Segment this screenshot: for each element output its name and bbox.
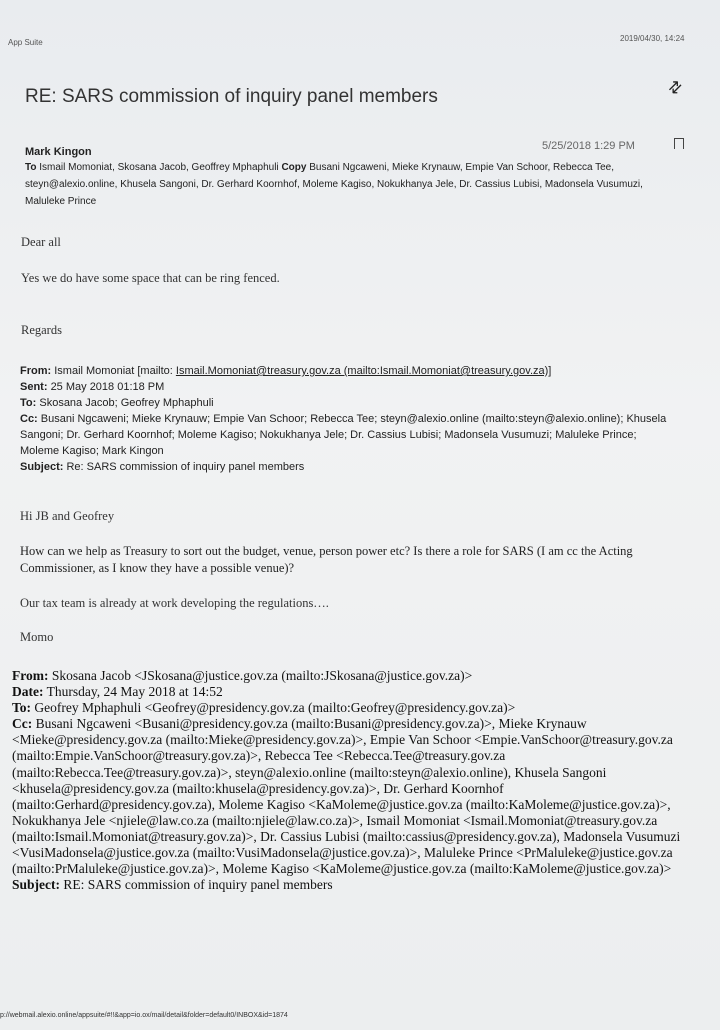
greeting: Dear all xyxy=(21,235,61,249)
bookmark-icon[interactable] xyxy=(674,138,684,149)
copy-list[interactable]: Busani Ngcaweni, Mieke Krynauw, Empie Van Schoor, Rebecca Tee, steyn@alexio.online, Khusela Sangoni, Dr. Gerhard Koornhof, Moleme Kagiso, Nokukhanya Jele, Dr. Cassius Lubisi, Madonsela Vusumuzi, Maluleke Prince xyxy=(25,162,643,207)
quote1-signoff: Momo xyxy=(20,630,54,644)
quote1-to: Skosana Jacob; Geofrey Mphaphuli xyxy=(39,397,214,409)
expand-icon[interactable]: ⇅ xyxy=(663,77,686,100)
quote2-date: Thursday, 24 May 2018 at 14:52 xyxy=(46,684,223,700)
quote2-subject: RE: SARS commission of inquiry panel members xyxy=(63,877,333,893)
print-timestamp: 2019/04/30, 14:24 xyxy=(620,34,685,43)
to-list[interactable]: Ismail Momoniat, Skosana Jacob, Geoffrey Mphaphuli xyxy=(39,162,282,173)
quote1-subject: Re: SARS commission of inquiry panel members xyxy=(66,461,305,473)
sender-name[interactable]: Mark Kingon xyxy=(25,146,92,158)
to-label: To xyxy=(25,162,37,173)
message-body: Yes we do have some space that can be ring fenced. xyxy=(21,271,280,285)
quote2-from: Skosana Jacob <JSkosana@justice.gov.za (mailto:JSkosana@justice.gov.za)> xyxy=(51,668,473,683)
quote2-cc: Busani Ngcaweni <Busani@presidency.gov.za (mailto:Busani@presidency.gov.za)>, Mieke Krynauw <Mieke@presidency.gov.za (mailto:Mieke@presidency.gov.za)>, Empie Van Schoor <Empie.VanSchoor@treasury.gov.za (mailto:Empie.VanSchoor@treasury.gov.za)>, Rebecca Tee <Rebecca.Tee@treasury.gov.za (mailto:Rebecca.Tee@treasury.gov.za)>, steyn@alexio.online (mailto:steyn@alexio.online), Khusela Sangoni <khusela@presidency.gov.za (mailto:khusela@presidency.gov.za)>, Dr. Gerhard Koornhof (mailto:Gerhard@presidency.gov.za), Moleme Kagiso <KaMoleme@justice.gov.za (mailto:KaMoleme@justice.gov.za)>, Nokukhanya Jele <njiele@law.co.za (mailto:njiele@law.co.za)>, Ismail Momoniat <Ismail.Momoniat@treasury.gov.za (mailto:Ismail.Momoniat@treasury.gov.za)>, Dr. Cassius Lubisi (mailto:cassius@presidency.gov.za), Madonsela Vusumuzi <VusiMadonsela@justice.gov.za (mailto:VusiMadonsela@justice.gov.za)>, Maluleke Prince <PrMaluleke@justice.gov.za (mailto:PrMaluleke@justice.gov.za)>, Moleme Kagiso <KaMoleme@justice.gov.za (mailto:KaMoleme@justice.gov.za)> xyxy=(12,716,681,877)
copy-label: Copy xyxy=(281,162,307,173)
email-subject: RE: SARS commission of inquiry panel members xyxy=(25,86,438,107)
quote1-sent: 25 May 2018 01:18 PM xyxy=(50,381,165,393)
page-url: p://webmail.alexio.online/appsuite/#!!&app=io.ox/mail/detail&folder=default0/INBOX&id=1874 xyxy=(0,1012,288,1019)
quote2-to: Geofrey Mphaphuli <Geofrey@presidency.gov.za (mailto:Geofrey@presidency.gov.za)> xyxy=(34,700,516,716)
quote1-cc: Busani Ngcaweni; Mieke Krynauw; Empie Van Schoor; Rebecca Tee; steyn@alexio.online (mailto:steyn@alexio.online); Khusela Sangoni; Dr. Gerhard Koornhof; Moleme Kagiso; Nokukhanya Jele; Dr. Cassius Lubisi; Madonsela Vusumuzi; Maluleke Prince; Moleme Kagiso; Mark Kingon xyxy=(20,413,667,457)
email-date: 5/25/2018 1:29 PM xyxy=(542,140,635,152)
app-suite-label: App Suite xyxy=(8,38,43,47)
quote2-header: From: Skosana Jacob <JSkosana@justice.gov.za (mailto:JSkosana@justice.gov.za)> Date: Thursday, 24 May 2018 at 14:52 To: Geofrey Mphaphuli <Geofrey@presidency.gov.za (mailto:Geofrey@presidency.gov.za)> Cc: Busani Ngcaweni <Busani@presidency.gov.za (mailto:Busani@presidency.gov.za)>, Mieke Krynauw <Mieke@presidency.gov.za (mailto:Mieke@presidency.gov.za)>, Empie Van Schoor <Empie.VanSchoor@treasury.gov.za (mailto:Empie.VanSchoor@treasury.gov.za)>, Rebecca Tee <Rebecca.Tee@treasury.gov.za (mailto:Rebecca.Tee@treasury.gov.za)>, steyn@alexio.online (mailto:steyn@alexio.online), Khusela Sangoni <khusela@presidency.gov.za (mailto:khusela@presidency.gov.za)>, Dr. Gerhard Koornhof (mailto:Gerhard@presidency.gov.za), Moleme Kagiso <KaMoleme@justice.gov.za (mailto:KaMoleme@justice.gov.za)>, Nokukhanya Jele <njiele@law.co.za (mailto:njiele@law.co.za)>, Ismail Momoniat <Ismail.Momoniat@treasury.gov.za (mailto:Ismail.Momoniat@treasury.gov.za)>, Dr. Cassius Lubisi (mailto:cassius@presidency.gov.za), Madonsela Vusumuzi <VusiMadonsela@justice.gov.za (mailto:VusiMadonsela@justice.gov.za)>, Maluleke Prince <PrMaluleke@justice.gov.za (mailto:PrMaluleke@justice.gov.za)>, Moleme Kagiso <KaMoleme@justice.gov.za (mailto:KaMoleme@justice.gov.za)> Subject: RE: SARS commission of inquiry panel members xyxy=(12,668,681,893)
message-signoff: Regards xyxy=(21,323,62,337)
quote1-from-link[interactable]: Ismail.Momoniat@treasury.gov.za (mailto:Ismail.Momoniat@treasury.gov.za)] xyxy=(175,365,552,377)
quote1-greeting: Hi JB and Geofrey xyxy=(20,509,115,523)
recipients-block xyxy=(25,159,685,210)
quote1-header: From: Ismail Momoniat [mailto: Ismail.Momoniat@treasury.gov.za (mailto:Ismail.Momoniat@treasury.gov.za)] Sent: 25 May 2018 01:18 PM To: Skosana Jacob; Geofrey Mphaphuli Cc: Busani Ngcaweni; Mieke Krynauw; Empie Van Schoor; Rebecca Tee; steyn@alexio.online (mailto:steyn@alexio.online); Khusela Sangoni; Dr. Gerhard Koornhof; Moleme Kagiso; Nokukhanya Jele; Dr. Cassius Lubisi; Madonsela Vusumuzi; Maluleke Prince; Moleme Kagiso; Mark Kingon Subject: Re: SARS commission of inquiry panel members xyxy=(20,365,667,473)
quote1-body: How can we help as Treasury to sort out the budget, venue, person power etc? Is there a role for SARS (I am cc the Acting Commissioner, as I know they have a possible venue)? xyxy=(20,544,633,575)
quote1-line2: Our tax team is already at work developing the regulations…. xyxy=(20,596,329,610)
quote1-from: Ismail Momoniat [mailto: xyxy=(54,365,173,377)
